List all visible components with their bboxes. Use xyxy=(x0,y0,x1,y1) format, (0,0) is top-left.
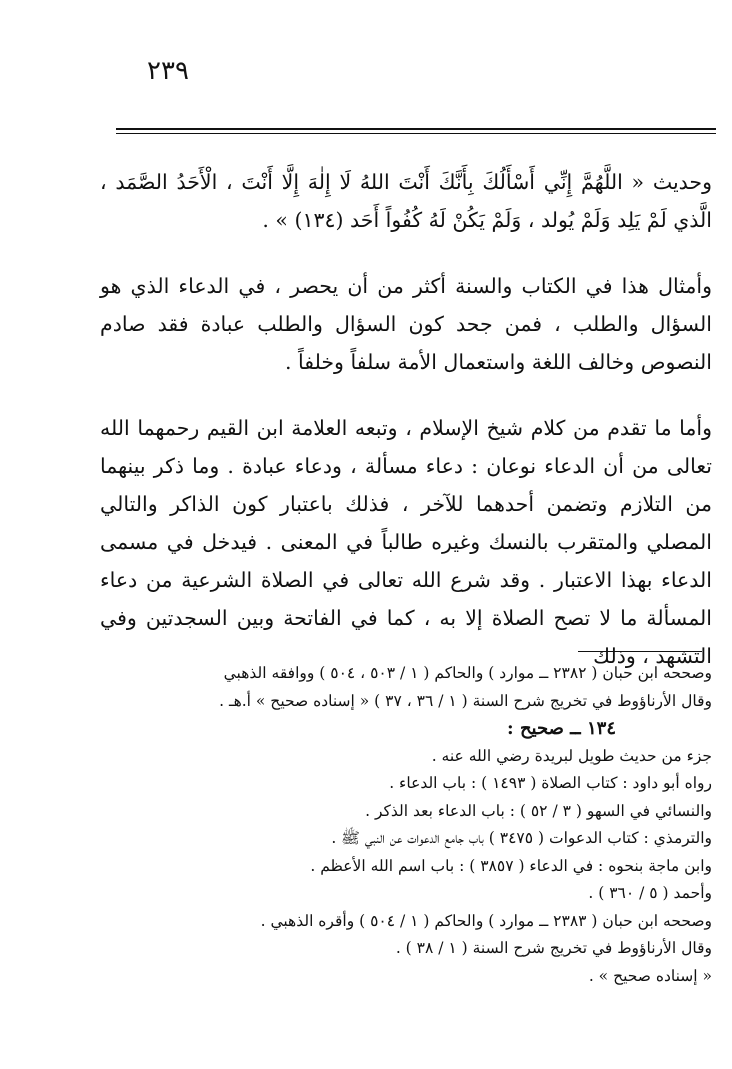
paragraph: وأمثال هذا في الكتاب والسنة أكثر من أن يحصر ، في الدعاء الذي هو السؤال والطلب ، فمن جحد كون السؤال والطلب عبادة فقد صادم النصوص وخالف اللغة واستعمال الأمة سلفاً وخلفاً . xyxy=(100,274,712,374)
footnote-line: « إسناده صحيح » . xyxy=(588,966,712,985)
paragraph: وأما ما تقدم من كلام شيخ الإسلام ، وتبعه العلامة ابن القيم رحمهما الله تعالى من أن الدعاء نوعان : دعاء مسألة ، ودعاء عبادة . وما ذكر بينهما من التلازم وتضمن أحدهما للآخر ، فذلك باعتبار كون الذاكر والتالي المصلي والمتقرب بالنسك وغيره طالباً في المعنى . فيدخل في مسمى الدعاء بهذا الاعتبار . وقد شرع الله تعالى في الصلاة الشرعية من دعاء المسألة ما لا تصح الصلاة إلا به ، كما في الفاتحة وبين السجدتين وفي التشهد ، وذلك xyxy=(100,416,712,668)
footnotes xyxy=(100,660,712,990)
footnote-line: وابن ماجة بنحوه : في الدعاء ( ٣٨٥٧ ) : باب اسم الله الأعظم . xyxy=(310,856,712,875)
footnote-line: والترمذي : كتاب الدعوات ( ٣٤٧٥ ) باب جامع الدعوات عن النبي ﷺ . xyxy=(331,829,712,847)
footnote-heading: ١٣٤ ــ صحيح : xyxy=(507,718,616,739)
footnote-continuation-line: وصححه ابن حبان ( ٢٣٨٢ ــ موارد ) والحاكم ( ١ / ٥٠٣ ، ٥٠٤ ) ووافقه الذهبي xyxy=(223,664,712,682)
footnote-line: والنسائي في السهو ( ٣ / ٥٢ ) : باب الدعاء بعد الذكر . xyxy=(365,801,712,820)
footnote-line: رواه أبو داود : كتاب الصلاة ( ١٤٩٣ ) : باب الدعاء . xyxy=(389,774,712,792)
footnote-line: وصححه ابن حبان ( ٢٣٨٣ ــ موارد ) والحاكم ( ١ / ٥٠٤ ) وأقره الذهبي . xyxy=(260,911,712,930)
paragraph: وحديث « اللَّهُمَّ إِنِّي أَسْأَلُكَ بِأَنَّكَ أَنْتَ اللهُ لَا إِلٰهَ إِلَّا أَنْتَ ، الْأَحَدُ الصَّمَد ، الَّذي لَمْ يَلِد وَلَمْ يُولد ، وَلَمْ يَكُنْ لَهُ كُفُواً أَحَد (١٣٤) » . xyxy=(100,170,712,232)
header-rule xyxy=(116,128,716,134)
footnote-line: جزء من حديث طويل لبريدة رضي الله عنه . xyxy=(431,746,712,765)
footnote-rule xyxy=(578,651,702,652)
page-number: ٢٣٩ xyxy=(147,56,189,86)
main-text xyxy=(100,163,712,703)
footnote-line: وأحمد ( ٥ / ٣٦٠ ) . xyxy=(588,884,712,902)
footnote-line: وقال الأرناؤوط في تخريج شرح السنة ( ١ / ٣٨ ) . xyxy=(395,939,712,957)
footnote-continuation-line: وقال الأرناؤوط في تخريج شرح السنة ( ١ / ٣٦ ، ٣٧ ) « إسناده صحيح » أ.هـ . xyxy=(219,691,712,710)
